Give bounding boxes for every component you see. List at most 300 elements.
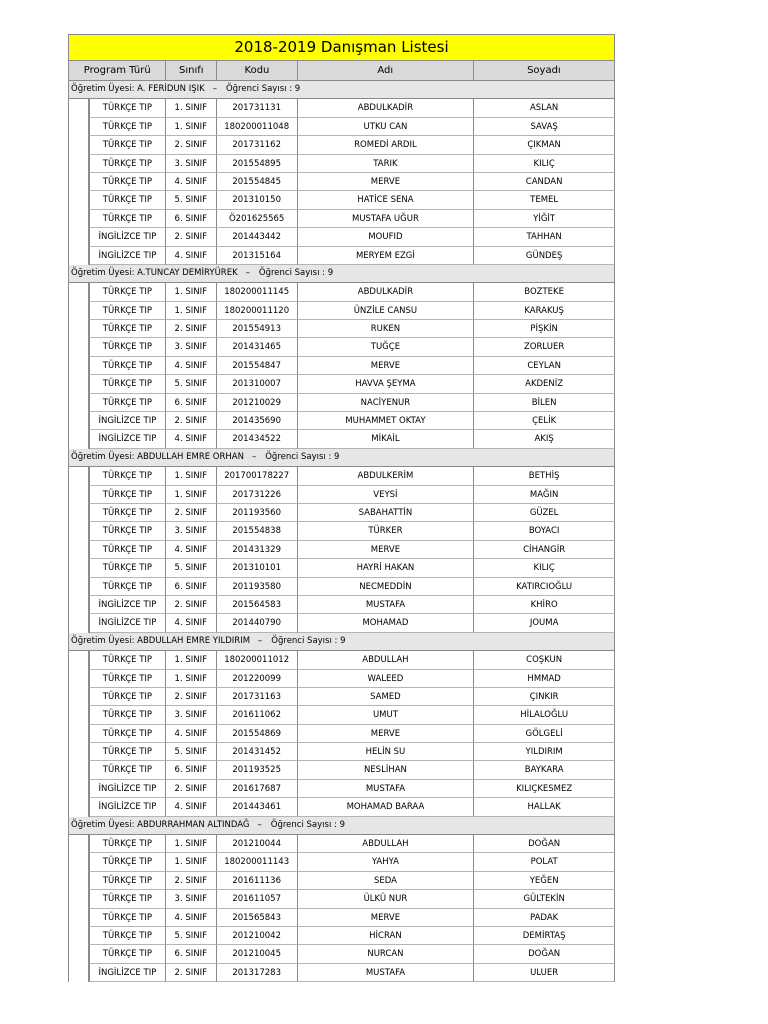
surname-cell: KILIÇ (474, 155, 615, 173)
surname-cell: YILDIRIM (474, 743, 615, 761)
program-cell: TÜRKÇE TIP (89, 338, 166, 356)
name-cell: ABDULLAH (298, 835, 475, 853)
table-row (68, 725, 615, 743)
class-cell: 1. SINIF (166, 467, 217, 485)
table-row (68, 247, 615, 265)
class-cell: 3. SINIF (166, 522, 217, 540)
separator-dash: – (251, 451, 257, 462)
student-count: Öğrenci Sayısı : 9 (270, 819, 345, 830)
table-row (68, 210, 615, 228)
class-cell: 4. SINIF (166, 173, 217, 191)
table-row (68, 394, 615, 412)
table-row (68, 522, 615, 540)
row-indent (69, 670, 89, 688)
name-cell: NURCAN (298, 945, 475, 963)
surname-cell: HMMAD (474, 670, 615, 688)
surname-cell: YİĞİT (474, 210, 615, 228)
row-indent (69, 247, 89, 265)
program-cell: İNGİLİZCE TIP (89, 430, 166, 448)
table-row (68, 614, 615, 632)
table-row (68, 853, 615, 871)
table-row (68, 688, 615, 706)
class-cell: 2. SINIF (166, 504, 217, 522)
row-indent (69, 743, 89, 761)
row-indent (69, 596, 89, 614)
code-cell: 180200011145 (217, 283, 298, 301)
surname-cell: PİŞKİN (474, 320, 615, 338)
surname-cell: DOĞAN (474, 945, 615, 963)
table-row (68, 670, 615, 688)
program-cell: İNGİLİZCE TIP (89, 412, 166, 430)
row-indent (69, 118, 89, 136)
table-row (68, 99, 615, 117)
row-indent (69, 412, 89, 430)
row-indent (69, 614, 89, 632)
class-cell: 1. SINIF (166, 670, 217, 688)
row-indent (69, 357, 89, 375)
surname-cell: BOYACI (474, 522, 615, 540)
advisor-label: Öğretim Üyesi: (71, 267, 135, 278)
class-cell: 2. SINIF (166, 320, 217, 338)
row-indent (69, 890, 89, 908)
row-indent (69, 504, 89, 522)
program-cell: TÜRKÇE TIP (89, 155, 166, 173)
name-cell: ABDULKERİM (298, 467, 475, 485)
table-row (68, 651, 615, 669)
surname-cell: GÜZEL (474, 504, 615, 522)
separator-dash: – (257, 819, 262, 830)
column-header-code: Kodu (217, 61, 298, 80)
surname-cell: AKIŞ (474, 430, 615, 448)
table-row (68, 835, 615, 853)
table-row (68, 173, 615, 191)
name-cell: MERVE (298, 173, 475, 191)
surname-cell: GÖLGELİ (474, 725, 615, 743)
table-row (68, 890, 615, 908)
code-cell: 201193580 (217, 578, 298, 596)
program-cell: TÜRKÇE TIP (89, 136, 166, 154)
code-cell: 201210045 (217, 945, 298, 963)
name-cell: WALEED (298, 670, 475, 688)
name-cell: HAYRİ HAKAN (298, 559, 475, 577)
table-row (68, 945, 615, 963)
code-cell: 201210044 (217, 835, 298, 853)
class-cell: 1. SINIF (166, 835, 217, 853)
advisor-label: Öğretim Üyesi: (71, 635, 135, 646)
row-indent (69, 853, 89, 871)
class-cell: 4. SINIF (166, 541, 217, 559)
advisor-groups (68, 81, 615, 982)
surname-cell: CEYLAN (474, 357, 615, 375)
name-cell: MERVE (298, 541, 475, 559)
class-cell: 2. SINIF (166, 872, 217, 890)
class-cell: 5. SINIF (166, 743, 217, 761)
name-cell: MERVE (298, 909, 475, 927)
code-cell: 201611062 (217, 706, 298, 724)
code-cell: 180200011012 (217, 651, 298, 669)
program-cell: İNGİLİZCE TIP (89, 228, 166, 246)
surname-cell: MAĞIN (474, 486, 615, 504)
row-indent (69, 191, 89, 209)
surname-cell: HİLALOĞLU (474, 706, 615, 724)
program-cell: TÜRKÇE TIP (89, 210, 166, 228)
program-cell: TÜRKÇE TIP (89, 559, 166, 577)
program-cell: TÜRKÇE TIP (89, 706, 166, 724)
column-header-program: Program Türü (69, 61, 166, 80)
row-indent (69, 155, 89, 173)
surname-cell: ASLAN (474, 99, 615, 117)
table-row (68, 964, 615, 982)
code-cell: 180200011120 (217, 302, 298, 320)
row-indent (69, 559, 89, 577)
advisor-group-header (68, 81, 615, 99)
program-cell: TÜRKÇE TIP (89, 357, 166, 375)
program-cell: TÜRKÇE TIP (89, 191, 166, 209)
class-cell: 5. SINIF (166, 191, 217, 209)
name-cell: MERYEM EZGİ (298, 247, 475, 265)
program-cell: TÜRKÇE TIP (89, 688, 166, 706)
surname-cell: DOĞAN (474, 835, 615, 853)
class-cell: 4. SINIF (166, 909, 217, 927)
surname-cell: KARAKUŞ (474, 302, 615, 320)
code-cell: 201431465 (217, 338, 298, 356)
name-cell: MERVE (298, 725, 475, 743)
program-cell: TÜRKÇE TIP (89, 283, 166, 301)
code-cell: 201310101 (217, 559, 298, 577)
program-cell: TÜRKÇE TIP (89, 670, 166, 688)
program-cell: TÜRKÇE TIP (89, 504, 166, 522)
code-cell: 201210042 (217, 927, 298, 945)
row-indent (69, 964, 89, 982)
surname-cell: BOZTEKE (474, 283, 615, 301)
program-cell: TÜRKÇE TIP (89, 541, 166, 559)
class-cell: 1. SINIF (166, 283, 217, 301)
row-indent (69, 522, 89, 540)
row-indent (69, 210, 89, 228)
row-indent (69, 394, 89, 412)
table-row (68, 430, 615, 448)
row-indent (69, 798, 89, 816)
code-cell: 201565843 (217, 909, 298, 927)
table-row (68, 228, 615, 246)
class-cell: 1. SINIF (166, 486, 217, 504)
surname-cell: ULUER (474, 964, 615, 982)
student-count: Öğrenci Sayısı : 9 (271, 635, 346, 646)
row-indent (69, 780, 89, 798)
code-cell: 201210029 (217, 394, 298, 412)
advisor-name: A. FERİDUN IŞIK (137, 84, 205, 94)
name-cell: MUSTAFA (298, 596, 475, 614)
program-cell: TÜRKÇE TIP (89, 394, 166, 412)
table-row (68, 155, 615, 173)
name-cell: TARIK (298, 155, 475, 173)
class-cell: 6. SINIF (166, 394, 217, 412)
program-cell: İNGİLİZCE TIP (89, 780, 166, 798)
table-row (68, 761, 615, 779)
name-cell: MOHAMAD (298, 614, 475, 632)
name-cell: NECMEDDİN (298, 578, 475, 596)
class-cell: 1. SINIF (166, 118, 217, 136)
surname-cell: GÜLTEKİN (474, 890, 615, 908)
code-cell: 201554869 (217, 725, 298, 743)
name-cell: MERVE (298, 357, 475, 375)
row-indent (69, 136, 89, 154)
surname-cell: YEĞEN (474, 872, 615, 890)
surname-cell: KILIÇKESMEZ (474, 780, 615, 798)
surname-cell: ZORLUER (474, 338, 615, 356)
name-cell: HİCRAN (298, 927, 475, 945)
class-cell: 1. SINIF (166, 853, 217, 871)
code-cell: 201611057 (217, 890, 298, 908)
table-row (68, 872, 615, 890)
row-indent (69, 706, 89, 724)
student-count: Öğrenci Sayısı : 9 (265, 451, 340, 462)
class-cell: 3. SINIF (166, 338, 217, 356)
row-indent (69, 761, 89, 779)
surname-cell: BETHİŞ (474, 467, 615, 485)
class-cell: 5. SINIF (166, 375, 217, 393)
row-indent (69, 688, 89, 706)
column-header-surname: Soyadı (527, 65, 561, 76)
row-indent (69, 467, 89, 485)
row-indent (69, 375, 89, 393)
table-row (68, 909, 615, 927)
table-row (68, 706, 615, 724)
name-cell: MOHAMAD BARAA (298, 798, 475, 816)
row-indent (69, 338, 89, 356)
code-cell: 201731131 (217, 99, 298, 117)
surname-cell: BAYKARA (474, 761, 615, 779)
name-cell: ABDULLAH (298, 651, 475, 669)
name-cell: UMUT (298, 706, 475, 724)
code-cell: 201617687 (217, 780, 298, 798)
table-row (68, 927, 615, 945)
class-cell: 6. SINIF (166, 578, 217, 596)
name-cell: HELİN SU (298, 743, 475, 761)
advisor-label: Öğretim Üyesi: (71, 819, 135, 830)
advisor-label: Öğretim Üyesi: (71, 84, 135, 94)
surname-cell: AKDENİZ (474, 375, 615, 393)
program-cell: TÜRKÇE TIP (89, 173, 166, 191)
table-row (68, 578, 615, 596)
code-cell: 201554847 (217, 357, 298, 375)
advisor-group-header (68, 449, 615, 467)
row-indent (69, 909, 89, 927)
name-cell: NACİYENUR (298, 394, 475, 412)
surname-cell: GÜNDEŞ (474, 247, 615, 265)
surname-cell: DEMİRTAŞ (474, 927, 615, 945)
surname-cell: TEMEL (474, 191, 615, 209)
table-row (68, 743, 615, 761)
program-cell: TÜRKÇE TIP (89, 320, 166, 338)
row-indent (69, 872, 89, 890)
class-cell: 1. SINIF (166, 651, 217, 669)
code-cell: 201193560 (217, 504, 298, 522)
table-row (68, 191, 615, 209)
table-row (68, 338, 615, 356)
surname-cell: CANDAN (474, 173, 615, 191)
surname-cell: ÇELİK (474, 412, 615, 430)
class-cell: 6. SINIF (166, 210, 217, 228)
class-cell: 4. SINIF (166, 357, 217, 375)
class-cell: 2. SINIF (166, 780, 217, 798)
row-indent (69, 486, 89, 504)
table-row (68, 375, 615, 393)
table-row (68, 467, 615, 485)
program-cell: İNGİLİZCE TIP (89, 798, 166, 816)
program-cell: İNGİLİZCE TIP (89, 247, 166, 265)
column-header-class: Sınıfı (166, 61, 217, 80)
program-cell: TÜRKÇE TIP (89, 486, 166, 504)
row-indent (69, 945, 89, 963)
program-cell: TÜRKÇE TIP (89, 725, 166, 743)
advisor-name: ABDULLAH EMRE YILDIRIM (137, 635, 251, 646)
name-cell: TUĞÇE (298, 338, 475, 356)
class-cell: 2. SINIF (166, 688, 217, 706)
code-cell: 201731163 (217, 688, 298, 706)
table-row (68, 302, 615, 320)
name-cell: SABAHATTİN (298, 504, 475, 522)
name-cell: ROMEDİ ARDIL (298, 136, 475, 154)
name-cell: HATİCE SENA (298, 191, 475, 209)
program-cell: TÜRKÇE TIP (89, 99, 166, 117)
program-cell: TÜRKÇE TIP (89, 909, 166, 927)
row-indent (69, 651, 89, 669)
program-cell: TÜRKÇE TIP (89, 872, 166, 890)
name-cell: NESLİHAN (298, 761, 475, 779)
column-header-name: Adı (298, 61, 474, 80)
row-indent (69, 302, 89, 320)
program-cell: TÜRKÇE TIP (89, 890, 166, 908)
advisor-name: A.TUNCAY DEMİRYÜREK (137, 267, 238, 278)
table-row (68, 559, 615, 577)
name-cell: ABDULKADİR (298, 99, 475, 117)
class-cell: 4. SINIF (166, 798, 217, 816)
name-cell: HAVVA ŞEYMA (298, 375, 475, 393)
class-cell: 2. SINIF (166, 412, 217, 430)
name-cell: TÜRKER (298, 522, 475, 540)
table-row (68, 357, 615, 375)
advisor-name: ABDULLAH EMRE ORHAN (137, 451, 244, 462)
surname-cell: BİLEN (474, 394, 615, 412)
row-indent (69, 228, 89, 246)
name-cell: RUKEN (298, 320, 475, 338)
class-cell: 1. SINIF (166, 302, 217, 320)
class-cell: 2. SINIF (166, 136, 217, 154)
student-count: Öğrenci Sayısı : 9 (258, 267, 334, 278)
code-cell: 201440790 (217, 614, 298, 632)
name-cell: MUSTAFA (298, 964, 475, 982)
table-row (68, 412, 615, 430)
table-row (68, 780, 615, 798)
code-cell: 201310007 (217, 375, 298, 393)
table-row (68, 541, 615, 559)
table-row (68, 504, 615, 522)
code-cell: 201220099 (217, 670, 298, 688)
class-cell: 2. SINIF (166, 596, 217, 614)
name-cell: VEYSİ (298, 486, 475, 504)
code-cell: 201554895 (217, 155, 298, 173)
program-cell: TÜRKÇE TIP (89, 118, 166, 136)
surname-cell: KHİRO (474, 596, 615, 614)
code-cell: 201564583 (217, 596, 298, 614)
class-cell: 1. SINIF (166, 99, 217, 117)
advisor-group-header (68, 265, 615, 283)
code-cell: 201554845 (217, 173, 298, 191)
row-indent (69, 320, 89, 338)
name-cell: ABDULKADİR (298, 283, 475, 301)
separator-dash: – (258, 635, 263, 646)
advisor-list-sheet (68, 34, 615, 982)
name-cell: MUSTAFA (298, 780, 475, 798)
code-cell: 201435690 (217, 412, 298, 430)
surname-cell: POLAT (474, 853, 615, 871)
name-cell: SAMED (298, 688, 475, 706)
code-cell: 201443461 (217, 798, 298, 816)
separator-dash: – (212, 84, 217, 94)
row-indent (69, 430, 89, 448)
code-cell: 201611136 (217, 872, 298, 890)
program-cell: TÜRKÇE TIP (89, 945, 166, 963)
row-indent (69, 927, 89, 945)
surname-cell: TAHHAN (474, 228, 615, 246)
code-cell: 201434522 (217, 430, 298, 448)
table-row (68, 798, 615, 816)
code-cell: 201700178227 (217, 467, 298, 485)
surname-cell: KATIRCIOĞLU (474, 578, 615, 596)
code-cell: 201310150 (217, 191, 298, 209)
code-cell: 201731226 (217, 486, 298, 504)
class-cell: 6. SINIF (166, 761, 217, 779)
class-cell: 2. SINIF (166, 964, 217, 982)
code-cell: 201315164 (217, 247, 298, 265)
surname-cell: PADAK (474, 909, 615, 927)
surname-cell: ÇINKIR (474, 688, 615, 706)
class-cell: 4. SINIF (166, 725, 217, 743)
table-row (68, 283, 615, 301)
program-cell: TÜRKÇE TIP (89, 927, 166, 945)
code-cell: 201431452 (217, 743, 298, 761)
surname-cell: HALLAK (474, 798, 615, 816)
name-cell: ÜNZİLE CANSU (298, 302, 475, 320)
class-cell: 4. SINIF (166, 614, 217, 632)
table-row (68, 118, 615, 136)
program-cell: İNGİLİZCE TIP (89, 964, 166, 982)
row-indent (69, 835, 89, 853)
surname-cell: SAVAŞ (474, 118, 615, 136)
surname-cell: JOUMA (474, 614, 615, 632)
advisor-label: Öğretim Üyesi: (71, 451, 135, 462)
class-cell: 3. SINIF (166, 706, 217, 724)
program-cell: TÜRKÇE TIP (89, 375, 166, 393)
name-cell: MUHAMMET OKTAY (298, 412, 475, 430)
class-cell: 3. SINIF (166, 155, 217, 173)
class-cell: 3. SINIF (166, 890, 217, 908)
class-cell: 6. SINIF (166, 945, 217, 963)
code-cell: 201554838 (217, 522, 298, 540)
surname-cell: ÇIKMAN (474, 136, 615, 154)
code-cell: 180200011143 (217, 853, 298, 871)
advisor-group-header (68, 817, 615, 835)
name-cell: MOUFID (298, 228, 475, 246)
advisor-name: ABDURRAHMAN ALTINDAĞ (137, 819, 250, 830)
program-cell: İNGİLİZCE TIP (89, 614, 166, 632)
program-cell: TÜRKÇE TIP (89, 651, 166, 669)
surname-cell: COŞKUN (474, 651, 615, 669)
code-cell: Ö201625565 (217, 210, 298, 228)
table-row (68, 320, 615, 338)
row-indent (69, 283, 89, 301)
